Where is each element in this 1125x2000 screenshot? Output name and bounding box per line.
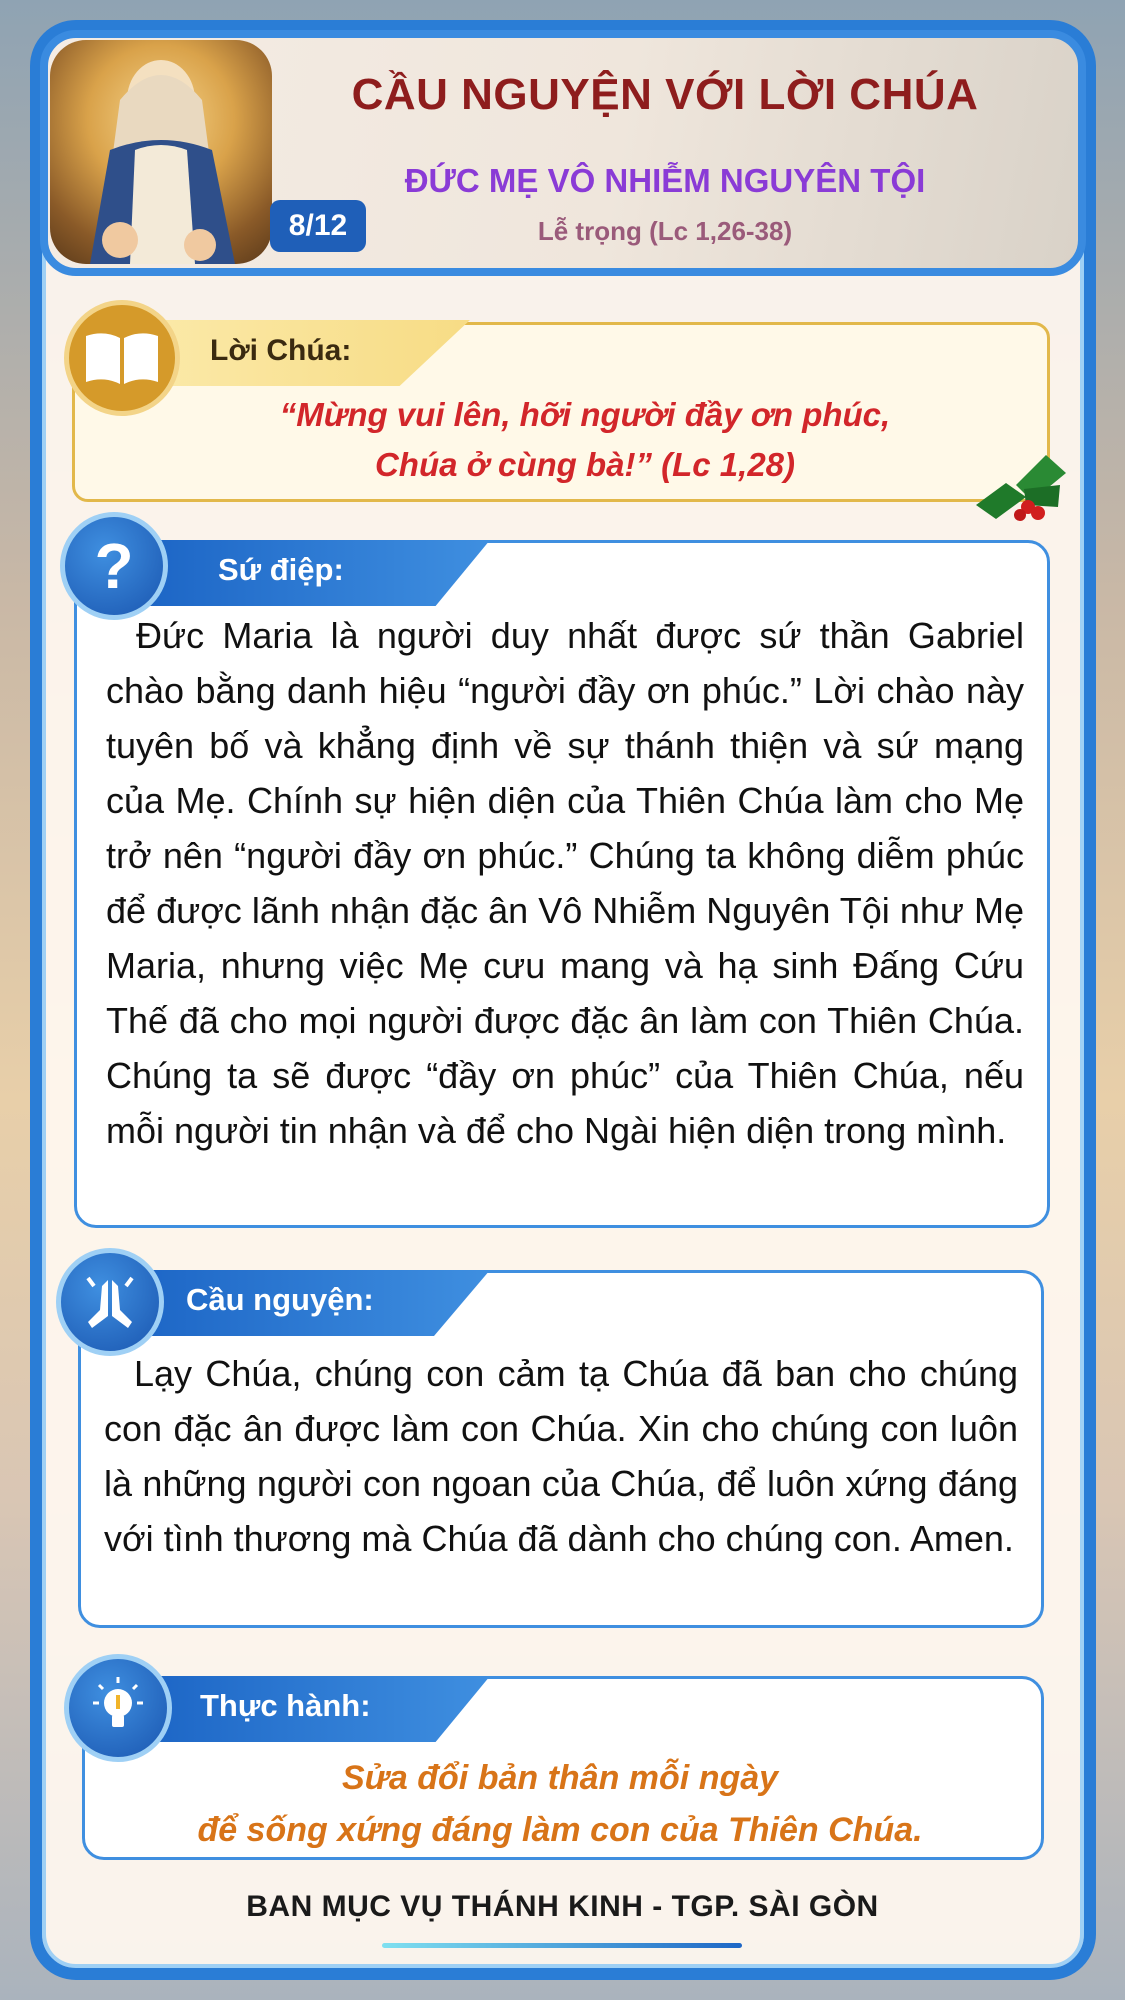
date-badge: 8/12: [270, 200, 366, 252]
prayer-label: Cầu nguyện:: [186, 1282, 374, 1317]
footer-underline: [382, 1943, 742, 1948]
word-of-god-quote: [160, 390, 1010, 490]
practice-line-1: Sửa đổi bản thân mỗi ngày: [341, 1759, 779, 1797]
message-text: Đức Maria là người duy nhất được sứ thần Gabriel chào bằng danh hiệu “người đầy ơn phúc.” Lời chào này tuyên bố và khẳng định về sự thánh thiện và sứ mạng của Mẹ. Chính sự hiện diện của Thiên Chúa làm cho Mẹ trở nên “người đầy ơn phúc.” Chúng ta không diễm phúc để được lãnh nhận đặc ân Vô Nhiễm Nguyên Tội như Mẹ Maria, nhưng việc Mẹ cưu mang và hạ sinh Đấng Cứu Thế đã cho mọi người được đặc ân làm con Thiên Chúa. Chúng ta sẽ được “đầy ơn phúc” của Thiên Chúa, nếu mỗi người tin nhận và để cho Ngài hiện diện trong mình.: [106, 615, 1024, 1151]
word-of-god-label: Lời Chúa:: [210, 334, 352, 367]
page-subtitle: ĐỨC MẸ VÔ NHIỄM NGUYÊN TỘI: [404, 162, 926, 199]
praying-hands-icon: [56, 1248, 164, 1356]
quote-line-1: “Mừng vui lên, hỡi người đầy ơn phúc,: [279, 396, 891, 433]
practice-label: Thực hành:: [200, 1688, 371, 1723]
message-label: Sứ điệp:: [218, 552, 344, 587]
page-title: CẦU NGUYỆN VỚI LỜI CHÚA: [351, 70, 979, 119]
practice-line-2: để sống xứng đáng làm con của Thiên Chúa.: [197, 1811, 923, 1849]
question-mark-icon: ?: [60, 512, 168, 620]
practice-text: [110, 1752, 1010, 1856]
prayer-text: Lạy Chúa, chúng con cảm tạ Chúa đã ban cho chúng con đặc ân được làm con Chúa. Xin cho chúng con luôn là những người con ngoan của Chúa, để luôn xứng đáng với tình thương mà Chúa đã dành cho chúng con. Amen.: [104, 1353, 1018, 1559]
quote-line-2: Chúa ở cùng bà!” (Lc 1,28): [374, 446, 796, 483]
holly-icon: [966, 445, 1078, 525]
light-bulb-icon: [64, 1654, 172, 1762]
virgin-mary-illustration: [50, 40, 272, 264]
footer-credit: BAN MỤC VỤ THÁNH KINH - TGP. SÀI GÒN: [246, 1890, 879, 1923]
scripture-reference: Lễ trọng (Lc 1,26-38): [537, 216, 793, 246]
virgin-mary-image: [50, 40, 272, 264]
